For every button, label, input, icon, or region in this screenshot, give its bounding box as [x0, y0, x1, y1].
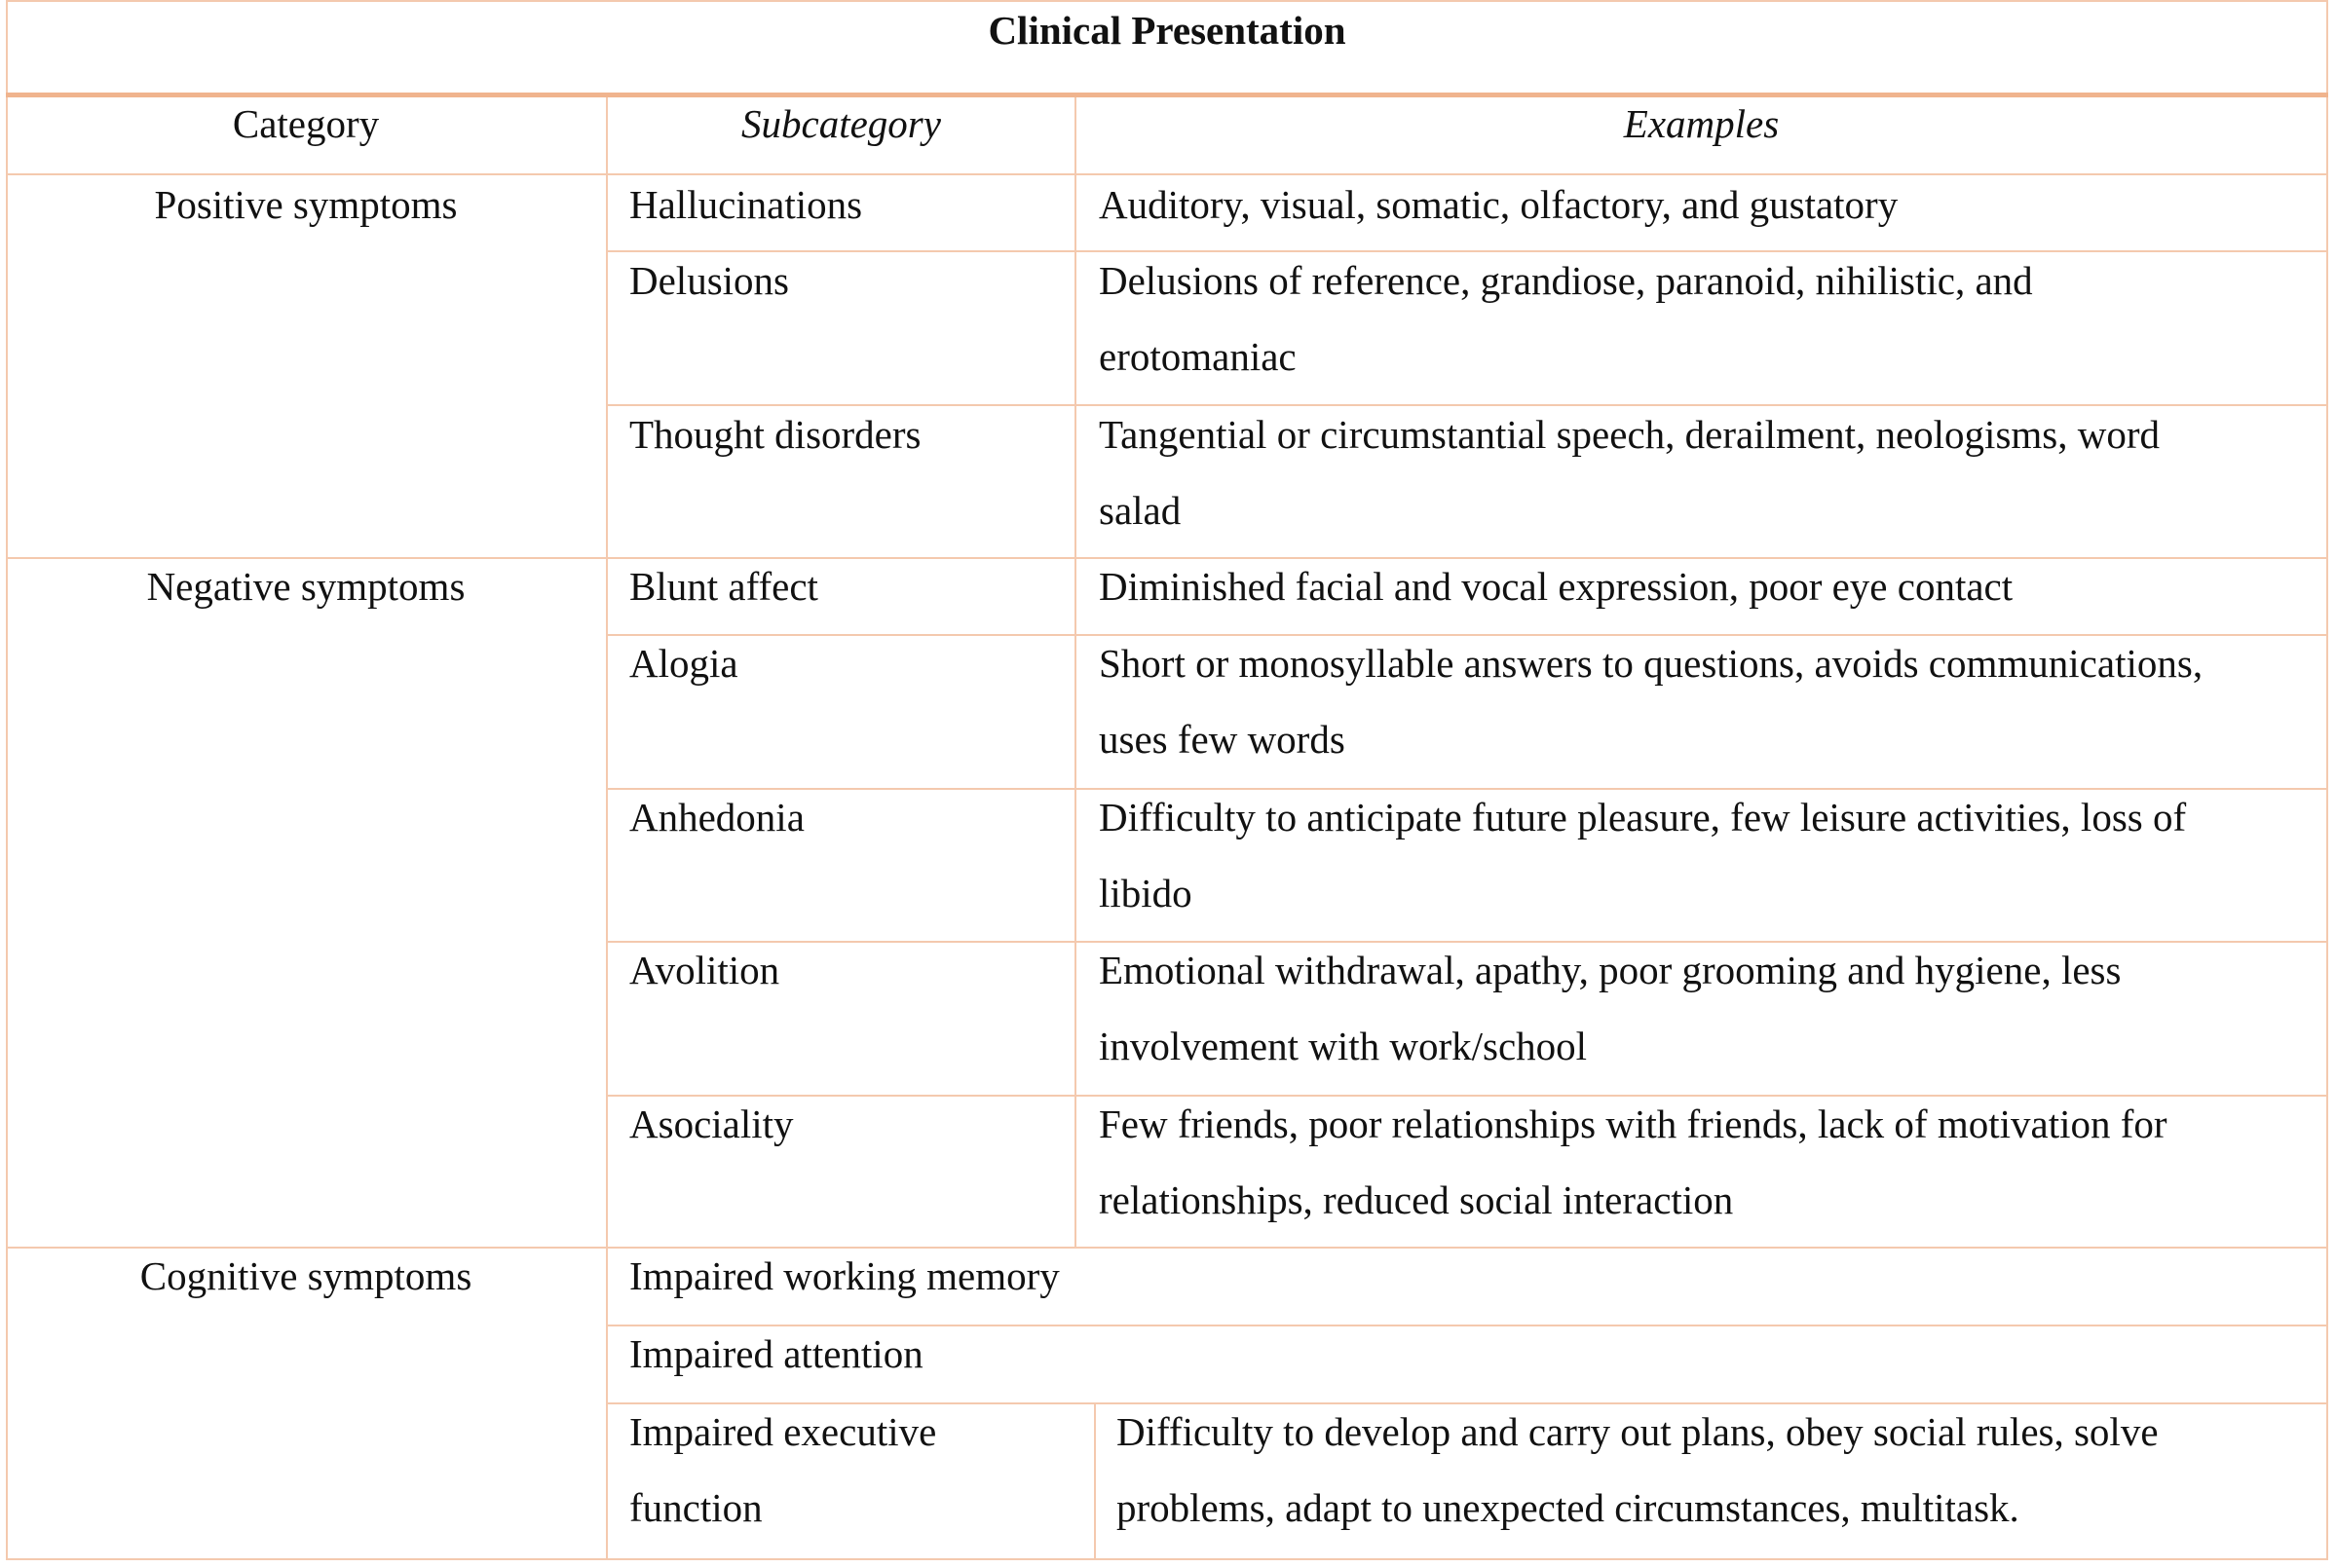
subcategory-label: Hallucinations — [629, 182, 863, 227]
subcategory-label: Avolition — [629, 948, 780, 992]
examples-text: Diminished facial and vocal expression, poor eye contact — [1099, 564, 2014, 609]
subcategory-label: Anhedonia — [629, 795, 805, 840]
examples-text: erotomaniac — [1099, 334, 1297, 379]
examples-text: Difficulty to develop and carry out plans, obey social rules, solve — [1116, 1409, 2159, 1454]
subcategory-label: Blunt affect — [629, 564, 818, 609]
subcategory-label: Impaired working memory — [629, 1253, 1060, 1298]
examples-text: involvement with work/school — [1099, 1024, 1588, 1068]
subcategory-label: Thought disorders — [629, 412, 922, 457]
examples-text: salad — [1099, 488, 1182, 533]
header-examples: Examples — [1623, 101, 1780, 146]
subcategory-label: Delusions — [629, 258, 789, 303]
header-subcategory: Subcategory — [741, 101, 941, 146]
subcategory-label: function — [629, 1485, 763, 1530]
examples-text: uses few words — [1099, 717, 1345, 762]
subcategory-label: Asociality — [629, 1101, 794, 1146]
subcategory-label: Impaired executive — [629, 1409, 937, 1454]
col-divider-2 — [1074, 97, 1076, 1248]
examples-text: Difficulty to anticipate future pleasure, few leisure activities, loss of — [1099, 795, 2187, 840]
examples-text: Auditory, visual, somatic, olfactory, and gustatory — [1099, 182, 1899, 227]
subcategory-label: Alogia — [629, 641, 738, 686]
category-label: Positive symptoms — [154, 182, 458, 227]
examples-text: relationships, reduced social interaction — [1099, 1177, 1734, 1222]
examples-text: Short or monosyllable answers to questions, avoids communications, — [1099, 641, 2204, 686]
border-bottom — [6, 1558, 2328, 1560]
category-label: Negative symptoms — [146, 564, 466, 609]
table-title: Clinical Presentation — [988, 8, 1346, 53]
examples-text: Delusions of reference, grandiose, paranoid, nihilistic, and — [1099, 258, 2033, 303]
examples-text: libido — [1099, 871, 1192, 915]
category-label: Cognitive symptoms — [139, 1253, 472, 1298]
examples-text: Few friends, poor relationships with friends, lack of motivation for — [1099, 1101, 2167, 1146]
subcategory-label: Impaired attention — [629, 1331, 923, 1376]
examples-text: Tangential or circumstantial speech, derailment, neologisms, word — [1099, 412, 2161, 457]
header-category: Category — [232, 101, 380, 146]
examples-text: problems, adapt to unexpected circumstances, multitask. — [1116, 1485, 2019, 1530]
col-divider-2-last — [1094, 1402, 1096, 1560]
examples-text: Emotional withdrawal, apathy, poor grooming and hygiene, less — [1099, 948, 2122, 992]
col-divider-1 — [606, 97, 608, 1560]
